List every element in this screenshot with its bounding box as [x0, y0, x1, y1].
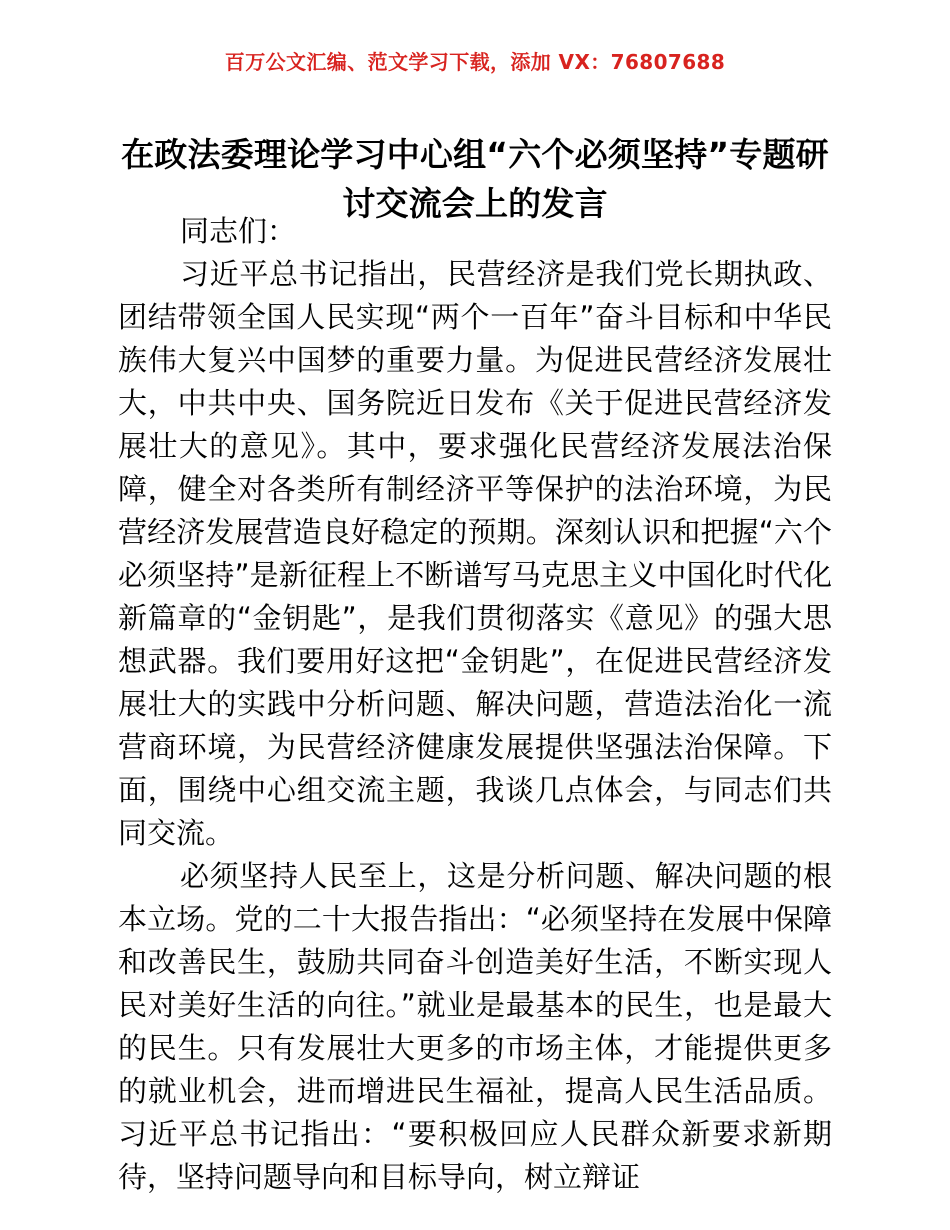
paragraph-salutation: 同志们： — [180, 214, 297, 248]
paragraph-body: 必须坚持人民至上，这是分析问题、解决问题的根本立场。党的二十大报告指出：“必须坚持在发展中保障和改善民生，鼓励共同奋斗创造美好生活，不断实现人民对美好生活的向往。”就业是最基本的民生，也是最大的民生。只有发展壮大更多的市场主体，才能提供更多的就业机会，进而增进民生福祉，提高人民生活品质。习近平总书记指出：“要积极回应人民群众新要求新期待，坚持问题导向和目标导向，树立辩证 — [118, 859, 832, 1194]
promo-header-text: 百万公文汇编、范文学习下载，添加 VX：76807688 — [224, 50, 726, 74]
promo-header-banner — [0, 52, 950, 72]
paragraph-body: 习近平总书记指出，民营经济是我们党长期执政、团结带领全国人民实现“两个一百年”奋斗目标和中华民族伟大复兴中国梦的重要力量。为促进民营经济发展壮大，中共中央、国务院近日发布《关于促进民营经济发展壮大的意见》。其中，要求强化民营经济发展法治保障，健全对各类所有制经济平等保护的法治环境，为民营经济发展营造良好稳定的预期。深刻认识和把握“六个必须坚持”是新征程上不断谱写马克思主义中国化时代化新篇章的“金钥匙”，是我们贯彻落实《意见》的强大思想武器。我们要用好这把“金钥匙”，在促进民营经济发展壮大的实践中分析问题、解决问题，营造法治化一流营商环境，为民营经济健康发展提供坚强法治保障。下面，围绕中心组交流主题，我谈几点体会，与同志们共同交流。 — [118, 257, 832, 850]
document-body — [118, 210, 832, 1199]
document-title: 在政法委理论学习中心组“六个必须坚持”专题研讨交流会上的发言 — [121, 135, 829, 224]
